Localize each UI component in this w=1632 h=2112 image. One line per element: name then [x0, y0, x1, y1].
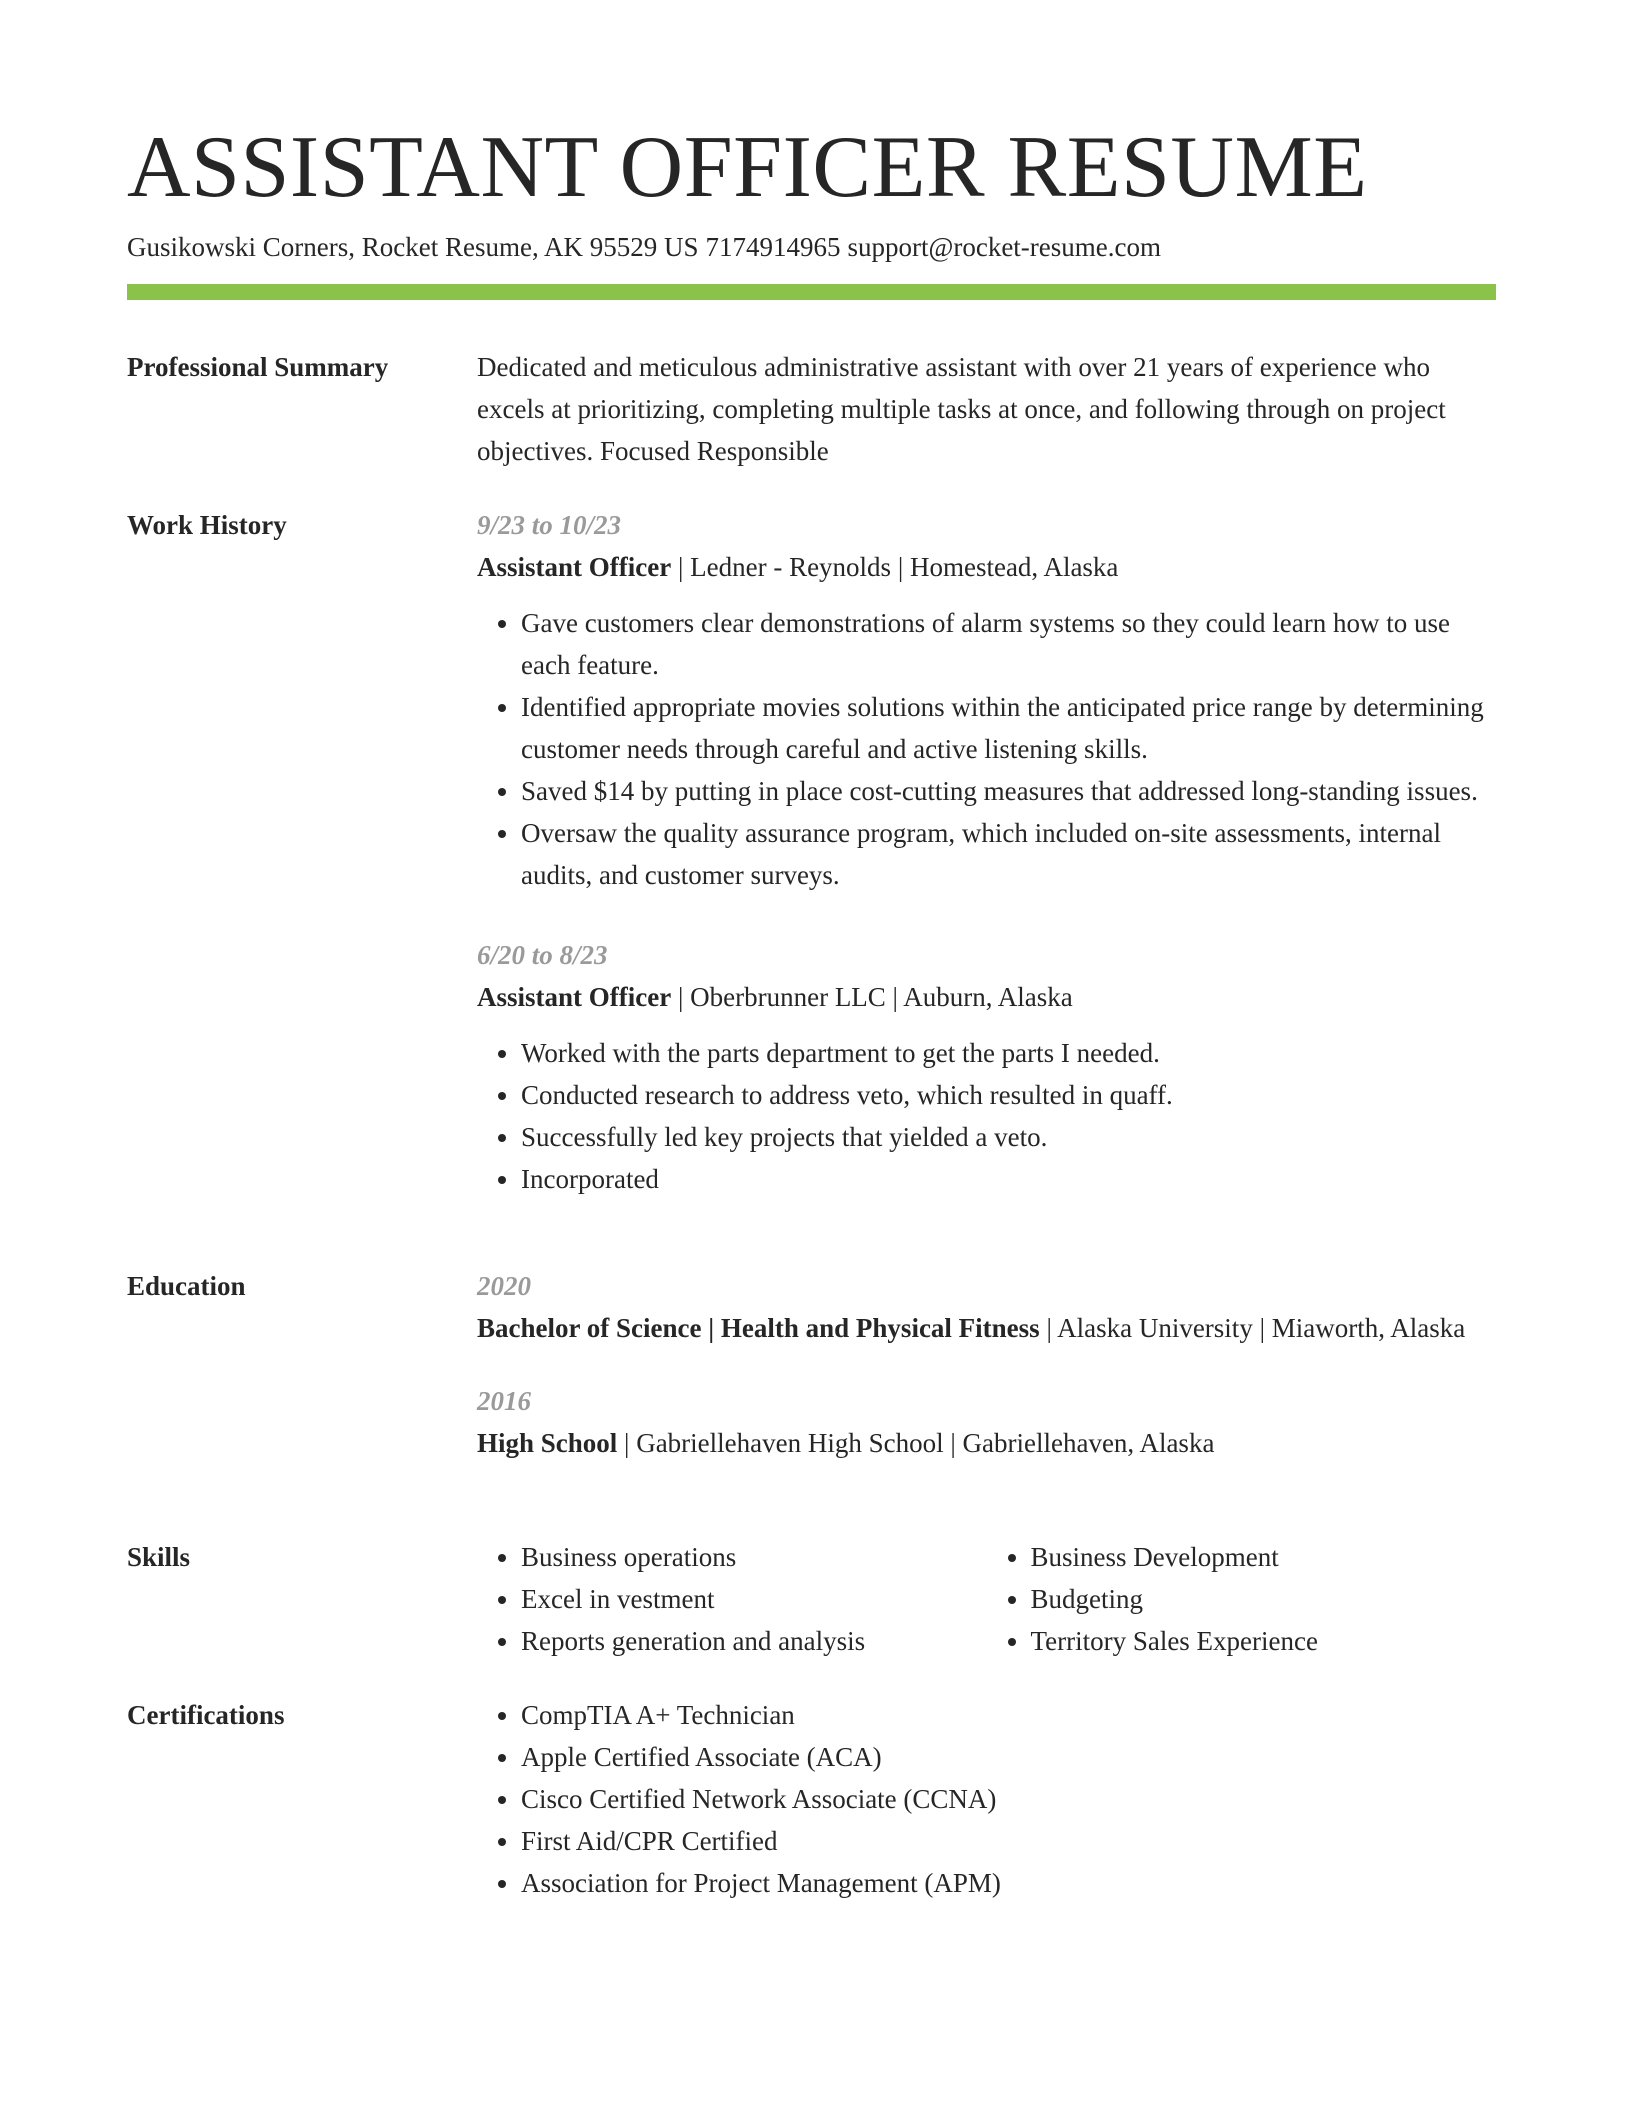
- skills-list-right: [987, 1536, 1497, 1662]
- job-details: | Oberbrunner LLC | Auburn, Alaska: [671, 982, 1073, 1012]
- job-dates: 6/20 to 8/23: [477, 940, 608, 970]
- job-heading: [477, 546, 1496, 588]
- list-item: • Business operations: [521, 1536, 987, 1578]
- skills-columns: [477, 1536, 1496, 1662]
- list-item: • First Aid/CPR Certified: [521, 1820, 1496, 1862]
- list-item: • Business Development: [1031, 1536, 1497, 1578]
- education-degree: Bachelor of Science | Health and Physical Fitness: [477, 1313, 1040, 1343]
- list-item: • Reports generation and analysis: [521, 1620, 987, 1662]
- list-item: • Oversaw the quality assurance program, which included on-site assessments, internal audits, and customer surveys.: [521, 812, 1496, 896]
- job-entry: [477, 934, 1496, 1200]
- list-item: • Cisco Certified Network Associate (CCNA): [521, 1778, 1496, 1820]
- resume-title: ASSISTANT OFFICER RESUME: [127, 119, 1368, 216]
- contact-line: [127, 230, 1161, 264]
- education-heading: [477, 1422, 1496, 1464]
- list-item: • Apple Certified Associate (ACA): [521, 1736, 1496, 1778]
- job-entry: [477, 504, 1496, 896]
- education-details: | Gabriellehaven High School | Gabriellehaven, Alaska: [617, 1428, 1215, 1458]
- job-heading: [477, 976, 1496, 1018]
- list-item: • Conducted research to address veto, which resulted in quaff.: [521, 1074, 1496, 1116]
- section-title-skills: Skills: [127, 1542, 191, 1572]
- list-item: • Incorporated: [521, 1158, 1496, 1200]
- section-title-certifications: Certifications: [127, 1700, 285, 1730]
- skills-list-left: [477, 1536, 987, 1662]
- section-title-summary: Professional Summary: [127, 352, 389, 382]
- list-item: • Saved $14 by putting in place cost-cutting measures that addressed long-standing issues.: [521, 770, 1496, 812]
- list-item: • Identified appropriate movies solutions within the anticipated price range by determining customer needs through careful and active listening skills.: [521, 686, 1496, 770]
- summary-body: [477, 346, 1496, 472]
- list-item: • Excel in vestment: [521, 1578, 987, 1620]
- certifications-body: [477, 1694, 1496, 1904]
- summary-text: Dedicated and meticulous administrative assistant with over 21 years of experience who excels at prioritizing, completing multiple tasks at once, and following through on project objectives. Focused Responsible: [477, 352, 1446, 466]
- job-role: Assistant Officer: [477, 982, 672, 1012]
- job-dates: 9/23 to 10/23: [477, 510, 622, 540]
- job-role: Assistant Officer: [477, 552, 672, 582]
- skills-body: [477, 1536, 1496, 1662]
- list-item: • CompTIA A+ Technician: [521, 1694, 1496, 1736]
- work-history-body: [477, 504, 1496, 1200]
- section-title-education: Education: [127, 1271, 246, 1301]
- contact-email: support@rocket-resume.com: [847, 232, 1162, 262]
- header-divider: [127, 284, 1496, 300]
- job-details: | Ledner - Reynolds | Homestead, Alaska: [671, 552, 1119, 582]
- job-bullets: [477, 1032, 1496, 1200]
- education-entry: [477, 1265, 1496, 1349]
- education-details: | Alaska University | Miaworth, Alaska: [1039, 1313, 1466, 1343]
- education-heading: [477, 1307, 1496, 1349]
- job-bullets: [477, 602, 1496, 896]
- section-title-work-history: Work History: [127, 510, 287, 540]
- list-item: • Budgeting: [1031, 1578, 1497, 1620]
- list-item: • Gave customers clear demonstrations of alarm systems so they could learn how to use each feature.: [521, 602, 1496, 686]
- contact-phone: 7174914965: [705, 232, 841, 262]
- list-item: • Worked with the parts department to get the parts I needed.: [521, 1032, 1496, 1074]
- education-year: 2020: [477, 1271, 531, 1301]
- education-entry: [477, 1380, 1496, 1464]
- certifications-list: [477, 1694, 1496, 1904]
- list-item: • Association for Project Management (APM): [521, 1862, 1496, 1904]
- education-year: 2016: [477, 1386, 531, 1416]
- contact-address: Gusikowski Corners, Rocket Resume, AK 95529 US: [127, 232, 699, 262]
- list-item: • Territory Sales Experience: [1031, 1620, 1497, 1662]
- list-item: • Successfully led key projects that yielded a veto.: [521, 1116, 1496, 1158]
- education-body: [477, 1265, 1496, 1464]
- education-degree: High School: [477, 1428, 618, 1458]
